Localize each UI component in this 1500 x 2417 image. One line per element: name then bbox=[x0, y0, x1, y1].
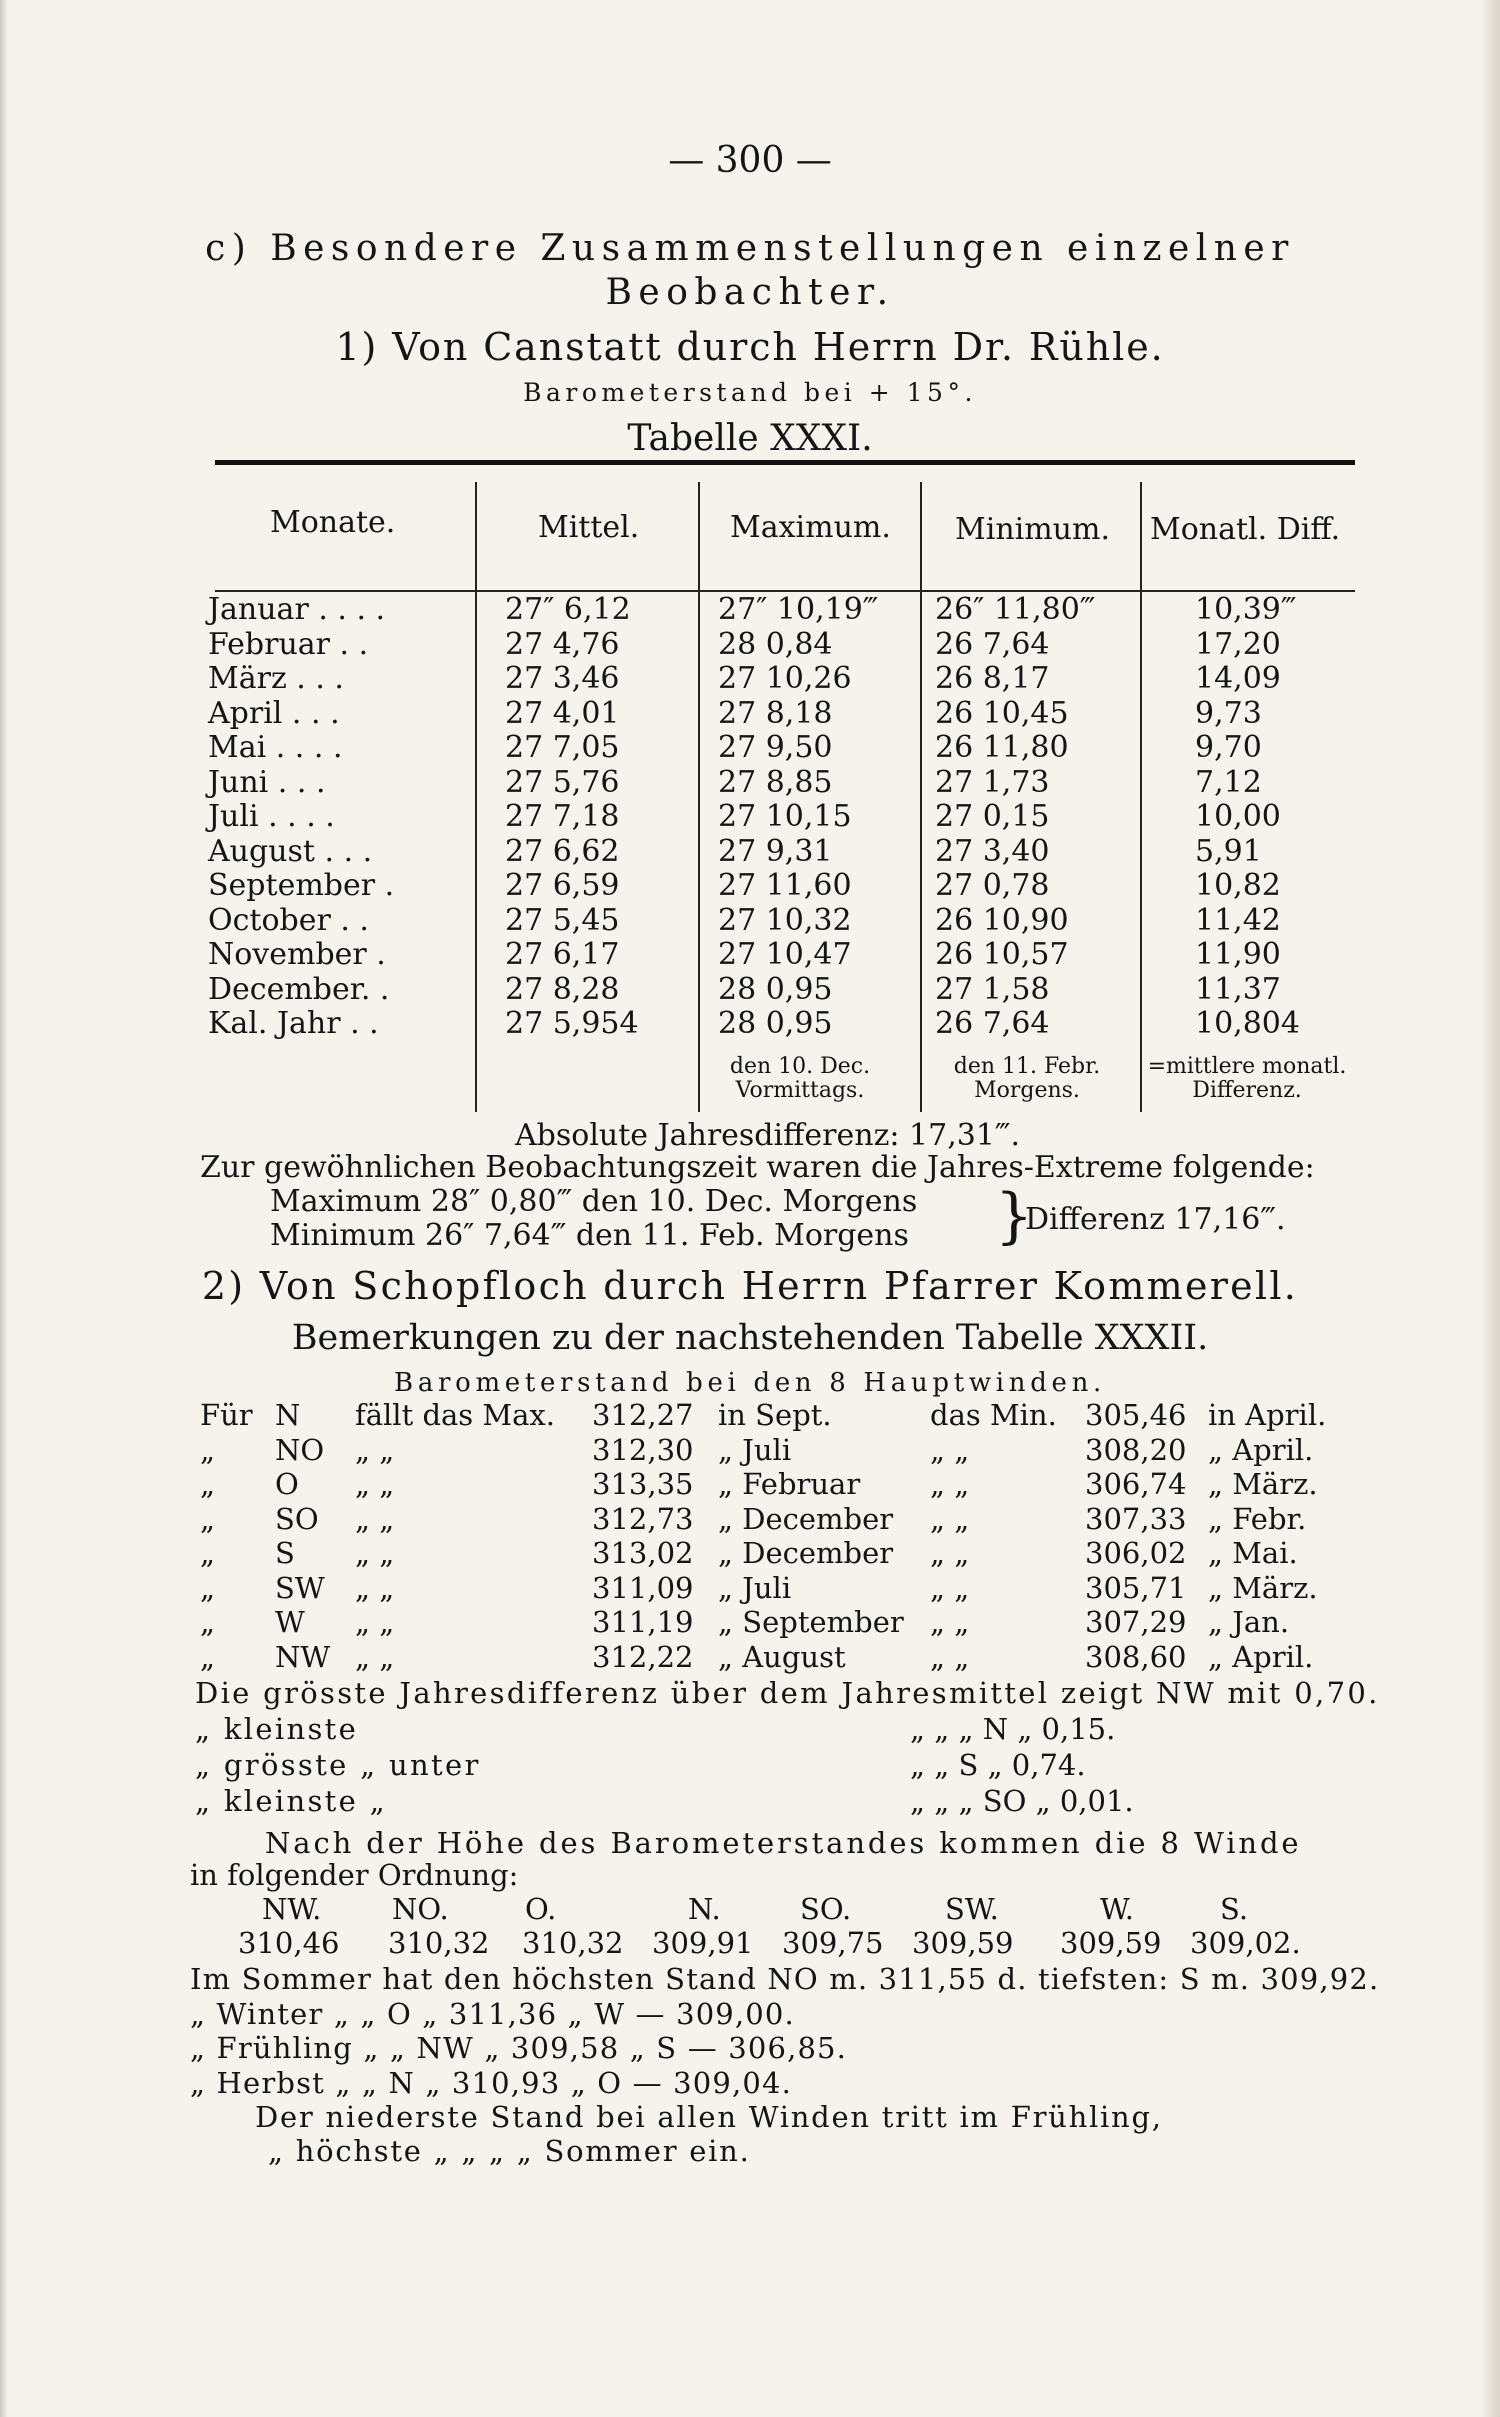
table-cell-month: November . bbox=[208, 937, 386, 972]
table-cell-minimum: 27 1,73 bbox=[935, 764, 1050, 800]
column-header-maximum: Maximum. bbox=[730, 510, 891, 545]
table-cell-monthly-diff: 10,39‴ bbox=[1195, 592, 1297, 627]
table-cell-maximum: 27 11,60 bbox=[718, 868, 852, 903]
wind-min-value: 306,74 bbox=[1085, 1467, 1187, 1501]
table-cell-monthly-diff: 14,09 bbox=[1195, 661, 1281, 696]
order-wind: SW. bbox=[945, 1892, 999, 1926]
barometer-note-2: Barometerstand bei den 8 Hauptwinden. bbox=[394, 1368, 1106, 1398]
wind-max-value: 311,19 bbox=[592, 1605, 694, 1639]
wind-lead: „ bbox=[200, 1639, 216, 1674]
table-column-divider bbox=[698, 482, 700, 1112]
order-value: 310,32 bbox=[522, 1926, 624, 1960]
season-line: „ Frühling „ „ NW „ 309,58 „ S — 306,85. bbox=[190, 2031, 848, 2065]
wind-label-min: „ „ bbox=[930, 1501, 970, 1536]
table-cell-minimum: 26 7,64 bbox=[935, 1006, 1050, 1041]
table-cell-monthly-diff: 7,12 bbox=[1195, 764, 1262, 800]
table-cell-minimum: 27 0,15 bbox=[935, 799, 1050, 834]
season-line: Im Sommer hat den höchsten Stand NO m. 311,55 d. tiefsten: S m. 309,92. bbox=[190, 1962, 1380, 1996]
wind-max-month: „ August bbox=[718, 1639, 846, 1674]
wind-label: „ „ bbox=[355, 1467, 395, 1501]
table-cell-month: Juni . . . bbox=[208, 764, 326, 800]
table-top-rule bbox=[215, 460, 1355, 465]
table-cell-maximum: 27 8,18 bbox=[718, 695, 833, 731]
table-cell-monthly-diff: 11,42 bbox=[1195, 902, 1281, 938]
wind-lead: „ bbox=[200, 1570, 216, 1605]
brace: } bbox=[995, 1181, 1034, 1251]
table-cell-maximum: 27 10,15 bbox=[718, 799, 852, 834]
wind-min-value: 307,29 bbox=[1085, 1605, 1187, 1639]
table-cell-mean: 27 4,76 bbox=[505, 626, 620, 662]
table-column-divider bbox=[1140, 482, 1142, 1112]
table-column-divider bbox=[475, 482, 477, 1112]
wind-min-value: 308,60 bbox=[1085, 1639, 1187, 1674]
table-cell-month: Mai . . . . bbox=[208, 730, 343, 765]
absolute-difference: Absolute Jahresdifferenz: 17,31‴. bbox=[515, 1118, 1021, 1153]
deviation-text: Die grösste Jahresdifferenz über dem Jahresmittel zeigt NW mit 0,70. bbox=[195, 1676, 1380, 1710]
wind-direction: NW bbox=[275, 1639, 331, 1674]
wind-label-min: „ „ bbox=[930, 1432, 970, 1467]
extreme-difference: Differenz 17,16‴. bbox=[1025, 1202, 1286, 1237]
table-cell-mean: 27 5,45 bbox=[505, 902, 620, 938]
wind-min-month: in April. bbox=[1208, 1398, 1327, 1432]
wind-min-month: „ Febr. bbox=[1208, 1501, 1307, 1536]
wind-label: „ „ bbox=[355, 1570, 395, 1605]
table-cell-monthly-diff: 17,20 bbox=[1195, 626, 1281, 662]
table-cell-minimum: 27 0,78 bbox=[935, 868, 1050, 903]
table-cell-month: Januar . . . . bbox=[208, 592, 386, 627]
table-cell-monthly-diff: 10,00 bbox=[1195, 799, 1281, 834]
table-cell-maximum: 27 10,26 bbox=[718, 661, 852, 696]
table-cell-monthly-diff: 9,73 bbox=[1195, 695, 1262, 731]
table-cell-maximum: 27 8,85 bbox=[718, 764, 833, 800]
table-cell-mean: 27 6,62 bbox=[505, 833, 620, 869]
wind-lead: „ bbox=[200, 1605, 216, 1639]
table-cell-minimum: 27 3,40 bbox=[935, 833, 1050, 869]
order-value: 310,32 bbox=[388, 1926, 490, 1960]
order-wind: W. bbox=[1100, 1892, 1134, 1926]
table-cell-mean: 27 4,01 bbox=[505, 695, 620, 731]
table-cell-monthly-diff: 10,82 bbox=[1195, 868, 1281, 903]
wind-lead: „ bbox=[200, 1536, 216, 1570]
wind-max-value: 312,22 bbox=[592, 1639, 694, 1674]
table-cell-minimum: 26 10,57 bbox=[935, 937, 1069, 972]
table-cell-month: März . . . bbox=[208, 661, 344, 696]
table-cell-mean: 27 6,59 bbox=[505, 868, 620, 903]
table-cell-monthly-diff: 9,70 bbox=[1195, 730, 1262, 765]
wind-direction: W bbox=[275, 1605, 305, 1639]
wind-max-month: „ Juli bbox=[718, 1570, 792, 1605]
page-number: — 300 — bbox=[668, 140, 832, 181]
order-wind: O. bbox=[525, 1892, 557, 1926]
table-cell-monthly-diff: 5,91 bbox=[1195, 833, 1262, 869]
wind-min-value: 305,71 bbox=[1085, 1570, 1187, 1605]
table-cell-mean: 27 8,28 bbox=[505, 971, 620, 1007]
note-minimum-date: den 11. Febr. Morgens. bbox=[953, 1054, 1101, 1103]
table-cell-mean: 27 7,18 bbox=[505, 799, 620, 834]
wind-lead: „ bbox=[200, 1432, 216, 1467]
table-cell-monthly-diff: 10,804 bbox=[1195, 1006, 1300, 1041]
order-value: 310,46 bbox=[238, 1926, 340, 1960]
wind-max-value: 311,09 bbox=[592, 1570, 694, 1605]
wind-label: „ „ bbox=[355, 1605, 395, 1639]
column-header-month: Monate. bbox=[270, 505, 396, 540]
table-cell-month: December. . bbox=[208, 971, 390, 1007]
order-value: 309,75 bbox=[782, 1926, 884, 1960]
extremes-intro: Zur gewöhnlichen Beobachtungszeit waren die Jahres-Extreme folgende: bbox=[200, 1150, 1315, 1185]
table-cell-month: September . bbox=[208, 868, 395, 903]
table-cell-maximum: 28 0,84 bbox=[718, 626, 833, 662]
wind-label-min: „ „ bbox=[930, 1639, 970, 1674]
final-line-2: „ höchste „ „ „ „ Sommer ein. bbox=[268, 2134, 751, 2168]
wind-direction: N bbox=[275, 1398, 301, 1432]
table-cell-month: April . . . bbox=[208, 695, 340, 731]
barometer-note-1: Barometerstand bei + 15°. bbox=[523, 378, 977, 407]
wind-label: fällt das Max. bbox=[355, 1398, 555, 1432]
table-cell-month: Kal. Jahr . . bbox=[208, 1006, 379, 1041]
table-cell-minimum: 26 10,45 bbox=[935, 695, 1069, 731]
table-cell-mean: 27 3,46 bbox=[505, 661, 620, 696]
wind-label-min: „ „ bbox=[930, 1536, 970, 1570]
wind-lead: Für bbox=[200, 1398, 253, 1432]
wind-max-month: „ December bbox=[718, 1536, 894, 1570]
deviation-value: „ „ „ N „ 0,15. bbox=[910, 1712, 1116, 1746]
order-value: 309,59 bbox=[1060, 1926, 1162, 1960]
order-value: 309,02. bbox=[1190, 1926, 1301, 1960]
note-maximum-date: den 10. Dec. Vormittags. bbox=[729, 1054, 871, 1103]
table-cell-mean: 27 5,76 bbox=[505, 764, 620, 800]
wind-min-month: „ März. bbox=[1208, 1570, 1318, 1605]
wind-min-month: „ April. bbox=[1208, 1432, 1314, 1467]
wind-direction: NO bbox=[275, 1432, 325, 1467]
wind-min-value: 306,02 bbox=[1085, 1536, 1187, 1570]
deviation-value: „ „ „ SO „ 0,01. bbox=[910, 1784, 1134, 1818]
table-cell-mean: 27″ 6,12 bbox=[505, 592, 631, 627]
wind-direction: SW bbox=[275, 1570, 325, 1605]
table-cell-month: August . . . bbox=[208, 833, 373, 869]
order-wind: S. bbox=[1220, 1892, 1249, 1926]
wind-lead: „ bbox=[200, 1467, 216, 1501]
table-cell-month: Juli . . . . bbox=[208, 799, 335, 834]
table-cell-maximum: 27 10,47 bbox=[718, 937, 852, 972]
heading-schopfloch: 2) Von Schopfloch durch Herrn Pfarrer Kommerell. bbox=[201, 1264, 1299, 1308]
wind-max-value: 313,35 bbox=[592, 1467, 694, 1501]
wind-max-value: 312,73 bbox=[592, 1501, 694, 1536]
order-wind: N. bbox=[688, 1892, 721, 1926]
order-intro-cont: in folgender Ordnung: bbox=[190, 1858, 519, 1892]
wind-max-value: 313,02 bbox=[592, 1536, 694, 1570]
wind-direction: SO bbox=[275, 1501, 319, 1536]
order-wind: SO. bbox=[800, 1892, 852, 1926]
table-cell-maximum: 28 0,95 bbox=[718, 1006, 833, 1041]
column-header-minimum: Minimum. bbox=[955, 512, 1110, 547]
table-cell-month: October . . bbox=[208, 902, 369, 938]
order-value: 309,91 bbox=[652, 1926, 754, 1960]
table-cell-maximum: 27 9,50 bbox=[718, 730, 833, 765]
table-cell-mean: 27 6,17 bbox=[505, 937, 620, 972]
season-line: „ Winter „ „ O „ 311,36 „ W — 309,00. bbox=[190, 1996, 795, 2031]
wind-min-value: 305,46 bbox=[1085, 1398, 1187, 1432]
order-intro: Nach der Höhe des Barometerstandes kommen die 8 Winde bbox=[265, 1826, 1302, 1860]
wind-max-month: „ September bbox=[718, 1605, 904, 1639]
table-cell-monthly-diff: 11,90 bbox=[1195, 937, 1281, 972]
table-cell-maximum: 27″ 10,19‴ bbox=[718, 592, 879, 627]
wind-max-value: 312,30 bbox=[592, 1432, 694, 1467]
table-column-divider bbox=[920, 482, 922, 1112]
wind-label: „ „ bbox=[355, 1501, 395, 1536]
table-cell-month: Februar . . bbox=[208, 626, 369, 662]
deviation-text: „ grösste „ unter bbox=[195, 1748, 481, 1782]
table-cell-mean: 27 5,954 bbox=[505, 1006, 639, 1041]
wind-label: „ „ bbox=[355, 1536, 395, 1570]
wind-max-value: 312,27 bbox=[592, 1398, 694, 1432]
order-value: 309,59 bbox=[912, 1926, 1014, 1960]
table-cell-mean: 27 7,05 bbox=[505, 730, 620, 765]
extreme-maximum: Maximum 28″ 0,80‴ den 10. Dec. Morgens bbox=[270, 1184, 918, 1219]
table-31-title: Tabelle XXXI. bbox=[627, 418, 873, 459]
wind-label-min: das Min. bbox=[930, 1398, 1057, 1432]
table-cell-minimum: 27 1,58 bbox=[935, 971, 1050, 1007]
remarks-title: Bemerkungen zu der nachstehenden Tabelle XXXII. bbox=[291, 1318, 1209, 1358]
deviation-text: „ kleinste „ bbox=[195, 1784, 387, 1818]
wind-min-value: 308,20 bbox=[1085, 1432, 1187, 1467]
wind-label-min: „ „ bbox=[930, 1467, 970, 1501]
table-cell-minimum: 26 10,90 bbox=[935, 902, 1069, 938]
table-cell-minimum: 26 7,64 bbox=[935, 626, 1050, 662]
section-heading-c-cont: Beobachter. bbox=[605, 272, 895, 313]
wind-max-month: in Sept. bbox=[718, 1398, 832, 1432]
table-cell-minimum: 26 8,17 bbox=[935, 661, 1050, 696]
table-cell-maximum: 28 0,95 bbox=[718, 971, 833, 1007]
column-header-monthly-diff: Monatl. Diff. bbox=[1150, 512, 1341, 547]
column-header-mean: Mittel. bbox=[538, 510, 640, 545]
note-mean-difference: =mittlere monatl. Differenz. bbox=[1147, 1054, 1347, 1103]
wind-label: „ „ bbox=[355, 1639, 395, 1674]
wind-label-min: „ „ bbox=[930, 1570, 970, 1605]
table-cell-minimum: 26″ 11,80‴ bbox=[935, 592, 1096, 627]
wind-min-month: „ Mai. bbox=[1208, 1536, 1298, 1570]
heading-canstatt: 1) Von Canstatt durch Herrn Dr. Rühle. bbox=[335, 325, 1165, 369]
table-cell-maximum: 27 10,32 bbox=[718, 902, 852, 938]
wind-max-month: „ December bbox=[718, 1501, 894, 1536]
order-wind: NW. bbox=[262, 1892, 322, 1926]
wind-lead: „ bbox=[200, 1501, 216, 1536]
wind-min-month: „ Jan. bbox=[1208, 1605, 1290, 1639]
wind-min-month: „ April. bbox=[1208, 1639, 1314, 1674]
wind-min-value: 307,33 bbox=[1085, 1501, 1187, 1536]
table-cell-minimum: 26 11,80 bbox=[935, 730, 1069, 765]
final-line-1: Der niederste Stand bei allen Winden tritt im Frühling, bbox=[255, 2100, 1163, 2134]
wind-max-month: „ Februar bbox=[718, 1467, 861, 1501]
table-cell-monthly-diff: 11,37 bbox=[1195, 971, 1281, 1007]
deviation-text: „ kleinste bbox=[195, 1712, 359, 1746]
wind-label: „ „ bbox=[355, 1432, 395, 1467]
wind-max-month: „ Juli bbox=[718, 1432, 792, 1467]
table-cell-maximum: 27 9,31 bbox=[718, 833, 833, 869]
wind-direction: O bbox=[275, 1467, 299, 1501]
section-heading-c: c) Besondere Zusammenstellungen einzelner bbox=[205, 228, 1295, 269]
wind-direction: S bbox=[275, 1536, 295, 1570]
wind-label-min: „ „ bbox=[930, 1605, 970, 1639]
season-line: „ Herbst „ „ N „ 310,93 „ O — 309,04. bbox=[190, 2065, 792, 2100]
extreme-minimum: Minimum 26″ 7,64‴ den 11. Feb. Morgens bbox=[270, 1218, 909, 1253]
deviation-value: „ „ S „ 0,74. bbox=[910, 1748, 1086, 1782]
wind-min-month: „ März. bbox=[1208, 1467, 1318, 1501]
order-wind: NO. bbox=[392, 1892, 449, 1926]
